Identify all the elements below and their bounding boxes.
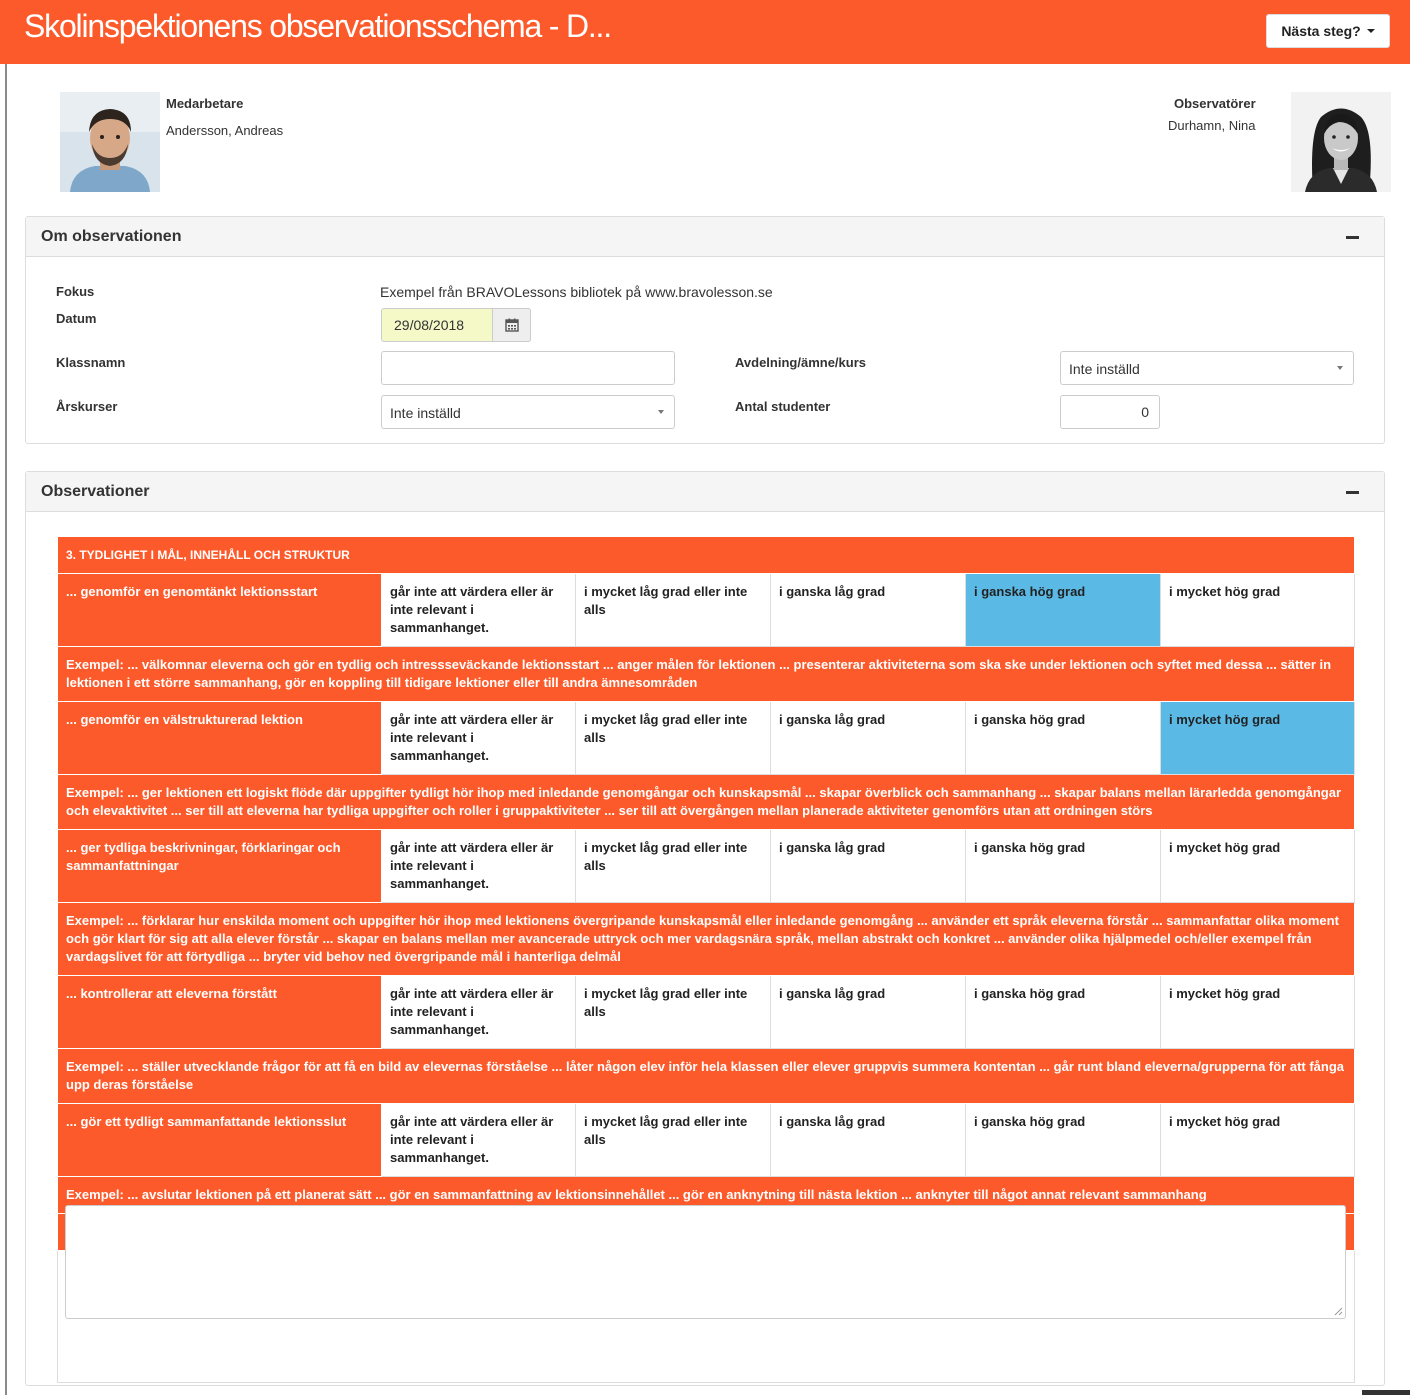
- date-label: Datum: [56, 311, 97, 326]
- page-title: Skolinspektionens observationsschema - D...: [24, 8, 611, 44]
- colleague-avatar: [60, 92, 160, 192]
- calendar-button[interactable]: [492, 308, 531, 342]
- observers-label: Observatörer: [1174, 96, 1256, 111]
- next-step-label: Nästa steg?: [1281, 23, 1361, 39]
- next-step-button[interactable]: [1266, 14, 1390, 48]
- rating-option[interactable]: i ganska låg grad: [771, 574, 966, 647]
- observer-avatar: [1291, 92, 1391, 192]
- class-input[interactable]: [381, 351, 675, 385]
- observations-panel-header[interactable]: [26, 472, 1384, 512]
- rating-option[interactable]: går inte att värdera eller är inte relevant i sammanhanget.: [382, 830, 576, 903]
- rating-option[interactable]: går inte att värdera eller är inte relevant i sammanhanget.: [382, 702, 576, 775]
- criterion-example: Exempel: ... ger lektionen ett logiskt flöde där uppgifter tydligt hör ihop med inledande genomgångar och kunskapsmål ... skapar överblick och sammanhang ... skapar balans mellan lärarledda genomgångar och elevaktivitet ... ser till att eleverna har tydliga uppgifter och roller i gruppaktiviteter ... ser till att övergången mellan planerade aktiviteter genomförs utan att ordningen störs: [58, 775, 1355, 830]
- criterion-row: [58, 830, 1355, 903]
- criterion-label: ... gör ett tydligt sammanfattande lektionsslut: [58, 1104, 382, 1177]
- rating-option[interactable]: i mycket låg grad eller inte alls: [576, 976, 771, 1049]
- rating-option[interactable]: i mycket hög grad: [1161, 830, 1355, 903]
- criterion-label: ... genomför en genomtänkt lektionsstart: [58, 574, 382, 647]
- criterion-row: [58, 702, 1355, 775]
- criterion-label: ... ger tydliga beskrivningar, förklaringar och sammanfattningar: [58, 830, 382, 903]
- caret-down-icon: [1367, 29, 1375, 33]
- resize-grip-icon[interactable]: [1333, 1306, 1343, 1316]
- department-select[interactable]: [1060, 351, 1354, 385]
- rating-option[interactable]: går inte att värdera eller är inte relevant i sammanhanget.: [382, 574, 576, 647]
- rating-option[interactable]: går inte att värdera eller är inte relevant i sammanhanget.: [382, 976, 576, 1049]
- rating-option[interactable]: i mycket låg grad eller inte alls: [576, 702, 771, 775]
- collapse-icon[interactable]: [1346, 236, 1359, 239]
- class-label: Klassnamn: [56, 355, 126, 370]
- collapse-icon[interactable]: [1346, 491, 1359, 494]
- rating-option[interactable]: i ganska hög grad: [966, 976, 1161, 1049]
- criterion-example: Exempel: ... välkomnar eleverna och gör en tydlig och intressseväckande lektionsstart ... anger målen för lektionen ... presenterar aktiviteterna som ska ske under lektionen och syftet med dessa ... sätter in lektionen i ett större sammanhang, gör en koppling till tidigare lektioner eller till andra ämnesområden: [58, 647, 1355, 702]
- focus-value: Exempel från BRAVOLessons bibliotek på www.bravolesson.se: [380, 284, 773, 300]
- year-label: Årskurser: [56, 399, 118, 414]
- example-row: [58, 775, 1355, 830]
- rating-option[interactable]: i ganska låg grad: [771, 976, 966, 1049]
- focus-label: Fokus: [56, 284, 95, 299]
- example-row: [58, 647, 1355, 702]
- example-row: [58, 903, 1355, 976]
- example-row: [58, 1049, 1355, 1104]
- observations-panel-title: Observationer: [41, 483, 150, 500]
- corner-edge: [1362, 1390, 1410, 1395]
- about-panel: [25, 216, 1385, 444]
- rating-option[interactable]: går inte att värdera eller är inte relevant i sammanhanget.: [382, 1104, 576, 1177]
- rating-option[interactable]: i mycket hög grad: [1161, 574, 1355, 647]
- students-label: Antal studenter: [735, 399, 831, 414]
- rating-option[interactable]: i ganska låg grad: [771, 830, 966, 903]
- rating-option[interactable]: i ganska hög grad: [966, 830, 1161, 903]
- criterion-label: ... kontrollerar att eleverna förstått: [58, 976, 382, 1049]
- dropdown-arrow-icon: [1337, 366, 1343, 370]
- rating-option[interactable]: i ganska hög grad: [966, 702, 1161, 775]
- rating-option[interactable]: i mycket hög grad: [1161, 702, 1355, 775]
- comment-textarea[interactable]: [65, 1205, 1346, 1319]
- criterion-example: Exempel: ... ställer utvecklande frågor för att få en bild av elevernas förståelse ... låter någon elev inför hela klassen eller elever gruppvis summera kontentan ... går runt bland eleverna/grupperna för att fånga upp deras förståelse: [58, 1049, 1355, 1104]
- observer-name: Durhamn, Nina: [1168, 118, 1256, 133]
- year-value: Inte inställd: [390, 405, 461, 421]
- rating-option[interactable]: i ganska hög grad: [966, 1104, 1161, 1177]
- about-panel-title: Om observationen: [41, 228, 182, 245]
- rating-option[interactable]: i mycket låg grad eller inte alls: [576, 830, 771, 903]
- rating-option[interactable]: i mycket låg grad eller inte alls: [576, 1104, 771, 1177]
- department-value: Inte inställd: [1069, 361, 1140, 377]
- date-value: 29/08/2018: [394, 317, 465, 333]
- left-border: [5, 64, 7, 1395]
- dropdown-arrow-icon: [658, 410, 664, 414]
- criterion-row: [58, 574, 1355, 647]
- rating-option[interactable]: i mycket hög grad: [1161, 1104, 1355, 1177]
- students-input[interactable]: [1060, 395, 1160, 429]
- criterion-example: Exempel: ... avslutar lektionen på ett planerat sätt ... gör en sammanfattning av lektionsinnehållet ... gör en anknytning till nästa lektion ... anknyter till något annat relevant sammanhang: [58, 1177, 1355, 1214]
- rating-option[interactable]: i mycket låg grad eller inte alls: [576, 574, 771, 647]
- top-bar: [0, 0, 1410, 64]
- criterion-label: ... genomför en välstrukturerad lektion: [58, 702, 382, 775]
- criterion-row: [58, 1104, 1355, 1177]
- criterion-row: [58, 976, 1355, 1049]
- section-title: 3. TYDLIGHET I MÅL, INNEHÅLL OCH STRUKTUR: [58, 537, 1355, 574]
- calendar-icon: [505, 318, 519, 332]
- colleague-label: Medarbetare: [166, 96, 244, 111]
- rating-option[interactable]: i mycket hög grad: [1161, 976, 1355, 1049]
- rating-option[interactable]: i ganska låg grad: [771, 702, 966, 775]
- colleague-name: Andersson, Andreas: [166, 123, 284, 138]
- students-value: 0: [1141, 404, 1149, 420]
- about-panel-header[interactable]: [26, 217, 1384, 257]
- rating-option[interactable]: i ganska låg grad: [771, 1104, 966, 1177]
- year-select[interactable]: [381, 395, 675, 429]
- department-label: Avdelning/ämne/kurs: [735, 355, 866, 370]
- observations-panel: [25, 471, 1385, 1386]
- criterion-example: Exempel: ... förklarar hur enskilda moment och uppgifter hör ihop med lektionens övergripande kunskapsmål eller inledande genomgång ... använder ett språk eleverna förstår ... sammanfattar olika moment och gör klart för sig att alla elever förstår ... skapar en balans mellan mer avancerade uttryck och mer vardagsnära språk, mellan abstrakt och konkret ... använder olika hjälpmedel och/eller exempel från vardagslivet för att förtydliga ... bryter vid behov ned övergripande mål i hanterliga delmål: [58, 903, 1355, 976]
- rating-option[interactable]: i ganska hög grad: [966, 574, 1161, 647]
